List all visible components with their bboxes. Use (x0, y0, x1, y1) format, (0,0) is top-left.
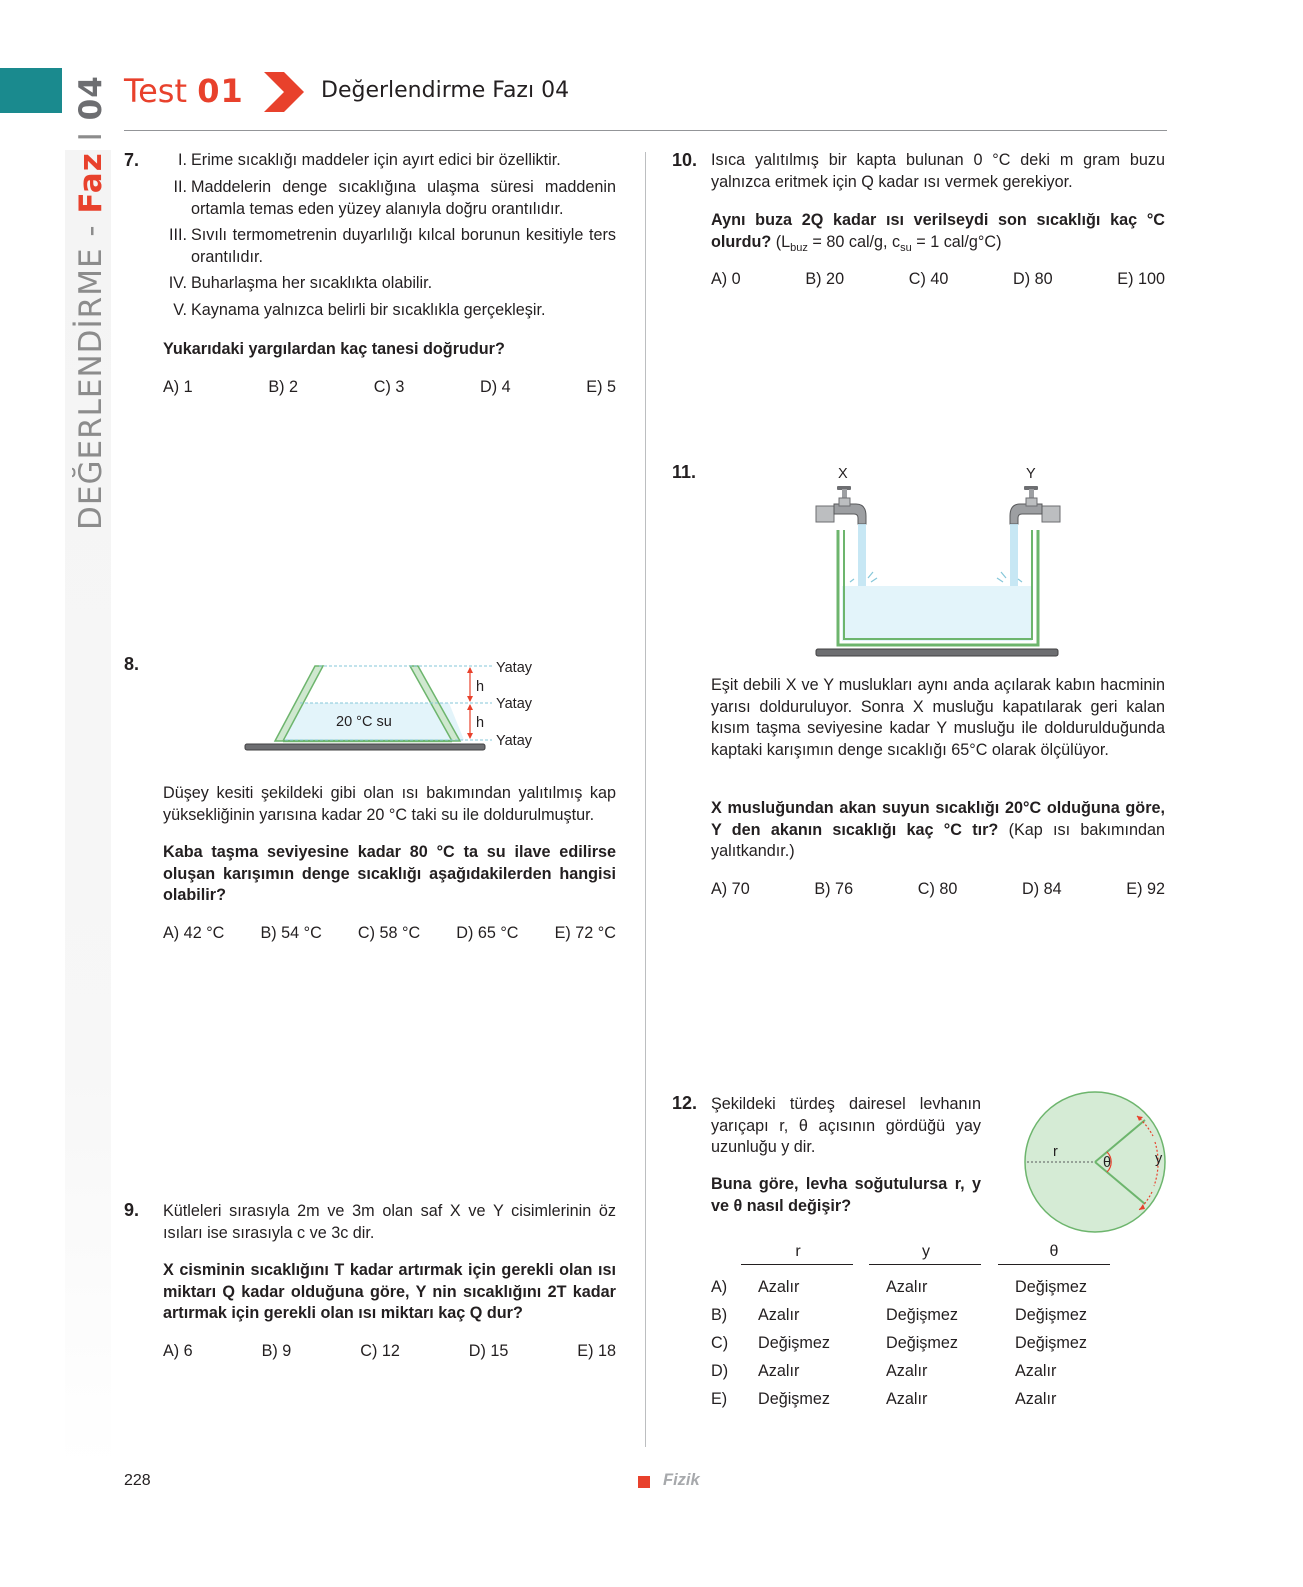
question-text: Şekildeki türdeş dairesel levhanın yarıçapı r, θ açısının gördüğü yay uzunluğu y dir. (711, 1095, 981, 1156)
subject-label: Fizik (663, 1471, 700, 1489)
table-header-theta: θ (1049, 1243, 1059, 1260)
statement-4: IV. Buharlaşma her sıcaklıkta olabilir. (168, 274, 433, 292)
row-label: E) (711, 1390, 728, 1408)
option-e[interactable]: E) 18 (577, 1342, 616, 1360)
question-prompt: Kaba taşma seviyesine kadar 80 °C ta su ilave edilirse oluşan karışımın denge sıcaklığı aşağıdakilerden hangisi olabilir? (163, 843, 616, 904)
question-prompt: Yukarıdaki yargılardan kaç tanesi doğrudur? (163, 340, 505, 358)
question-number: 10. (672, 150, 698, 170)
base-plate (245, 744, 485, 750)
option-e[interactable]: E) 100 (1117, 270, 1165, 288)
question-prompt: Buna göre, levha soğutulursa r, y ve θ nasıl değişir? (711, 1175, 981, 1215)
option-a[interactable]: A) 6 (163, 1342, 193, 1360)
cell-theta: Değişmez (1015, 1306, 1087, 1324)
water-stream-x (858, 524, 866, 586)
page-number: 228 (124, 1472, 151, 1489)
answer-options (711, 270, 1165, 289)
option-a[interactable]: A) 0 (711, 270, 741, 288)
cell-r: Değişmez (758, 1334, 830, 1352)
cell-y: Azalır (886, 1278, 928, 1296)
statement-3: III. Sıvılı termometrenin duyarlılığı kılcal borunun kesitiyle ters orantılıdır. (169, 226, 616, 266)
row-label: B) (711, 1306, 728, 1324)
cell-theta: Değişmez (1015, 1334, 1087, 1352)
theta-label: θ (1103, 1155, 1112, 1171)
statement-1: I. Erime sıcaklığı maddeler için ayırt edici bir özelliktir. (178, 151, 561, 169)
h-label-top: h (476, 679, 485, 695)
chevron-right-icon (264, 72, 306, 112)
container-water (842, 586, 1032, 641)
cell-r: Azalır (758, 1306, 800, 1324)
option-c[interactable]: C) 40 (908, 270, 949, 288)
cell-theta: Azalır (1015, 1390, 1057, 1408)
option-b[interactable]: B) 20 (805, 270, 845, 288)
question-number: 7. (124, 150, 140, 170)
option-b[interactable]: B) 54 °C (260, 924, 322, 942)
question-number: 9. (124, 1200, 140, 1220)
horizontal-label-bottom: Yatay (496, 733, 533, 749)
cell-r: Azalır (758, 1278, 800, 1296)
teal-corner-block (0, 68, 62, 113)
answer-options (163, 378, 616, 397)
tap-y-icon (1010, 486, 1060, 524)
option-c[interactable]: C) 58 °C (357, 924, 421, 942)
question-number: 11. (672, 462, 697, 482)
trapezoid-vessel-figure (240, 655, 550, 760)
option-b[interactable]: B) 9 (261, 1342, 292, 1360)
horizontal-label-mid: Yatay (496, 696, 533, 712)
row-label: D) (711, 1362, 729, 1380)
radius-label: r (1053, 1144, 1058, 1160)
question-text: Kütleleri sırasıyla 2m ve 3m olan saf X ve Y cisimlerinin öz ısıları ise sırasıyla c ve 3c dir. (163, 1202, 616, 1242)
answer-options (163, 1342, 616, 1361)
cell-theta: Azalır (1015, 1362, 1057, 1380)
option-d[interactable]: D) 4 (480, 378, 511, 396)
question-number: 12. (672, 1093, 698, 1113)
cell-y: Azalır (886, 1362, 928, 1380)
statement-5: V. Kaynama yalnızca belirli bir sıcaklıkla gerçekleşir. (173, 301, 546, 319)
cell-theta: Değişmez (1015, 1278, 1087, 1296)
water-stream-y (1010, 524, 1018, 586)
option-d[interactable]: D) 65 °C (456, 924, 519, 942)
tap-x-label: X (838, 466, 848, 482)
option-a[interactable]: A) 70 (711, 880, 750, 898)
answer-options (163, 924, 616, 943)
test-label: Test 01 (124, 72, 244, 110)
side-num: 04 (73, 75, 109, 121)
question-text: Düşey kesiti şekildeki gibi olan ısı bakımından yalıtılmış kap yüksekliğinin yarısına kadar 20 °C taki su ile doldurulmuştur. (163, 784, 616, 824)
tap-x-icon (816, 486, 866, 524)
question-prompt: X cisminin sıcaklığını T kadar artırmak için gerekli olan ısı miktarı Q kadar olduğuna göre, Y nin sıcaklığını 2T kadar artırmak için gerekli olan ısı miktarı kaç Q dur? (163, 1261, 616, 1322)
circular-plate-figure (1015, 1090, 1175, 1235)
side-title: DEĞERLENDİRME - Faz I 04 (73, 75, 109, 530)
option-c[interactable]: C) 3 (373, 378, 405, 396)
option-d[interactable]: D) 15 (468, 1342, 509, 1360)
option-d[interactable]: D) 84 (1022, 880, 1062, 898)
page-subtitle: Değerlendirme Fazı 04 (321, 78, 570, 103)
table-header-y: y (922, 1243, 930, 1260)
table-header-r: r (795, 1243, 801, 1260)
subject-square-icon (638, 1476, 650, 1488)
question-prompt: Aynı buza 2Q kadar ısı verilseydi son sıcaklığı kaç °C olurdu? ($L_{buz} = 80$ cal/g, $c_{su} = 1$ cal/g°C) (711, 211, 1165, 254)
cell-r: Azalır (758, 1362, 800, 1380)
cell-r: Değişmez (758, 1390, 830, 1408)
row-label: A) (711, 1278, 728, 1296)
option-a[interactable]: A) 1 (163, 378, 193, 396)
question-number: 8. (124, 654, 140, 674)
option-e[interactable]: E) 92 (1126, 880, 1165, 898)
h-label-bottom: h (476, 715, 485, 731)
table-header-line (869, 1264, 981, 1265)
tap-y-label: Y (1026, 466, 1036, 482)
row-label: C) (711, 1334, 729, 1352)
option-e[interactable]: E) 72 °C (554, 924, 616, 942)
taps-container-figure (810, 462, 1070, 662)
option-e[interactable]: E) 5 (586, 378, 616, 396)
table-header-line (741, 1264, 853, 1265)
cell-y: Değişmez (886, 1306, 958, 1324)
table-header-line (998, 1264, 1110, 1265)
option-b[interactable]: B) 2 (268, 378, 299, 396)
question-text: Eşit debili X ve Y muslukları aynı anda açılarak kabın hacminin yarısı dolduruluyor. Sonra X musluğu kapatılarak geri kalan kısım taşma seviyesine kadar Y musluğu ile doldurulduğunda kaptaki karışımın denge sıcaklığı 65°C olarak ölçülüyor. (711, 676, 1165, 759)
question-text: Isıca yalıtılmış bir kapta bulunan 0 °C deki m gram buzu yalnızca eritmek için Q kadar ısı vermek gerekiyor. (711, 151, 1165, 191)
header-divider (124, 130, 1167, 131)
answer-options (711, 880, 1165, 899)
option-c[interactable]: C) 80 (917, 880, 958, 898)
question-prompt: X musluğundan akan suyun sıcaklığı 20°C olduğuna göre, Y den akanın sıcaklığı kaç °C tır? (Kap ısı bakımından yalıtkandır.) (711, 799, 1165, 860)
option-d[interactable]: D) 80 (1013, 270, 1053, 288)
side-faz: Faz (73, 152, 109, 214)
option-b[interactable]: B) 76 (814, 880, 854, 898)
option-a[interactable]: A) 42 °C (163, 924, 225, 942)
cell-y: Değişmez (886, 1334, 958, 1352)
cell-y: Azalır (886, 1390, 928, 1408)
horizontal-label-top: Yatay (496, 660, 533, 676)
option-c[interactable]: C) 12 (360, 1342, 400, 1360)
statement-2: II. Maddelerin denge sıcaklığına ulaşma süresi maddenin ortamla temas eden yüzey alanıyla doğru orantılıdır. (173, 178, 616, 218)
column-divider (645, 152, 646, 1447)
water-label: 20 °C su (336, 714, 392, 730)
base-plate (816, 649, 1058, 656)
arc-label: y (1155, 1151, 1163, 1167)
